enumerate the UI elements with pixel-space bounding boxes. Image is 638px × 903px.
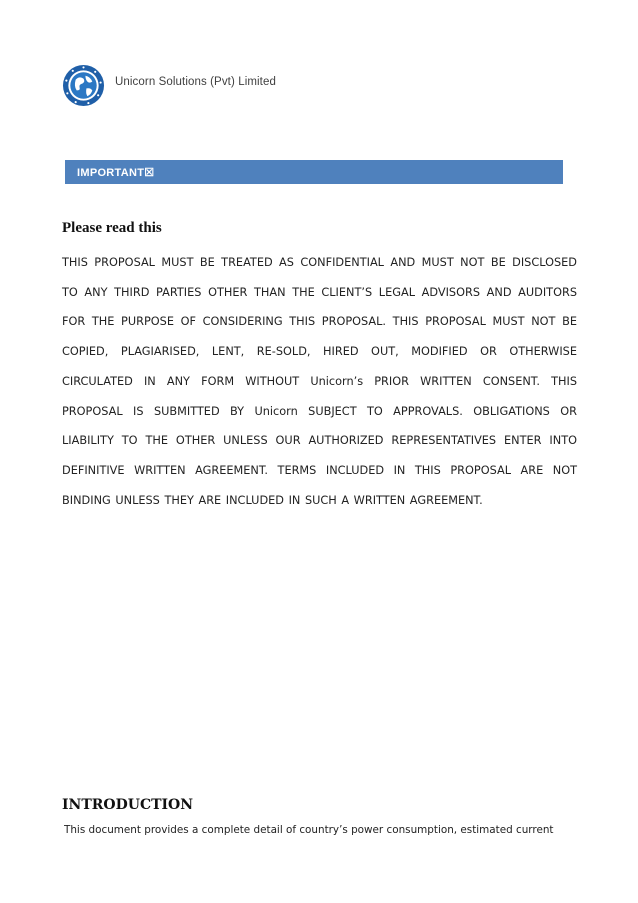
important-label: IMPORTANT☒	[77, 166, 155, 179]
introduction-text: This document provides a complete detail of country’s power consumption, estimated current	[64, 824, 554, 836]
introduction-heading: INTRODUCTION	[62, 797, 194, 813]
notice-heading: Please read this	[62, 220, 162, 236]
confidentiality-notice: THIS PROPOSAL MUST BE TREATED AS CONFIDENTIAL AND MUST NOT BE DISCLOSED TO ANY THIRD PARTIES OTHER THAN THE CLIENT’S LEGAL ADVISORS AND AUDITORS FOR THE PURPOSE OF CONSIDERING THIS PROPOSAL. THIS PROPOSAL MUST NOT BE COPIED, PLAGIARISED, LENT, RE-SOLD, HIRED OUT, MODIFIED OR OTHERWISE CIRCULATED IN ANY FORM WITHOUT Unicorn’s PRIOR WRITTEN CONSENT. THIS PROPOSAL IS SUBMITTED BY Unicorn SUBJECT TO APPROVALS. OBLIGATIONS OR LIABILITY TO THE OTHER UNLESS OUR AUTHORIZED REPRESENTATIVES ENTER INTO DEFINITIVE WRITTEN AGREEMENT. TERMS INCLUDED IN THIS PROPOSAL ARE NOT BINDING UNLESS THEY ARE INCLUDED IN SUCH A WRITTEN AGREEMENT.	[62, 256, 577, 507]
company-logo	[62, 63, 276, 107]
important-banner	[65, 160, 563, 184]
company-name: Unicorn Solutions (Pvt) Limited	[115, 76, 276, 88]
globe-logo-icon	[62, 64, 105, 107]
